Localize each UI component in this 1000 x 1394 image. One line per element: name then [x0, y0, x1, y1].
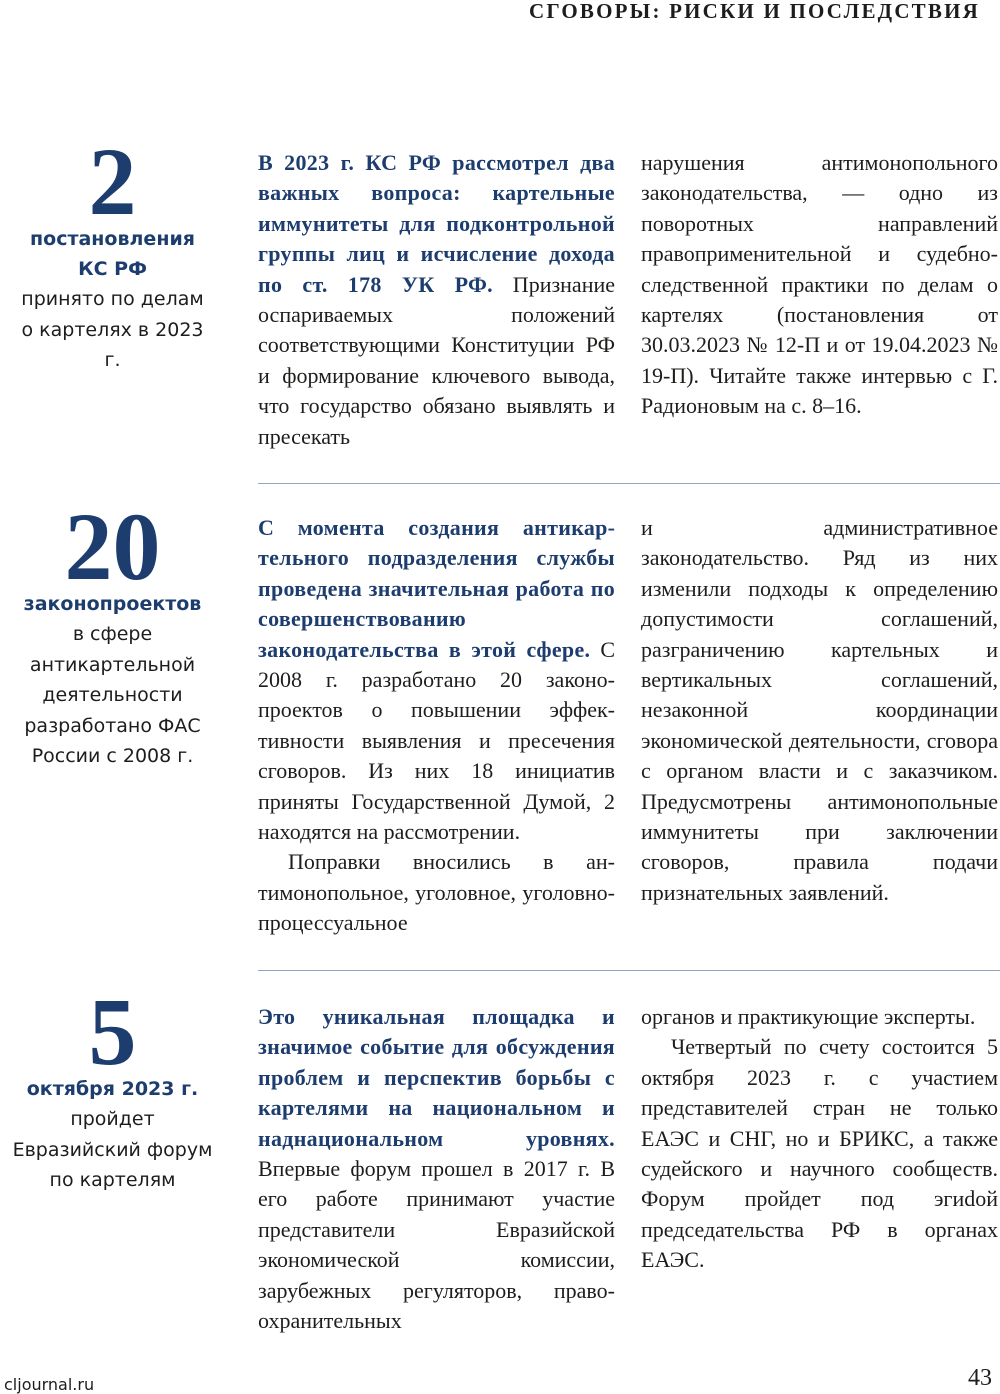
- stat-block: [0, 978, 225, 1196]
- stat-description: в сфере антикартельной деятельности разработано ФАС России с 2008 г.: [24, 623, 201, 767]
- text-column-left: [258, 1002, 615, 1336]
- stat-description: принято по делам о картелях в 2023 г.: [21, 288, 204, 371]
- page-header-title: СГОВОРЫ: РИСКИ И ПОСЛЕДСТВИЯ: [528, 0, 980, 23]
- stat-number: 20: [64, 493, 161, 600]
- body-text: Признание оспариваемых положений соответствующими Конституции РФ и формирование ключевого вывода, что государство обязано выявлять и пресекать: [258, 271, 616, 449]
- stat-description: пройдет Евразийский форум по картелям: [12, 1108, 213, 1191]
- text-column-left: [258, 513, 615, 939]
- stat-label: октября 2023 г.: [26, 1078, 199, 1100]
- stat-label: постановления КС РФ: [30, 228, 195, 280]
- lead-text: С момента создания антикартельного подразделения службы проведена значительная работа по совершенствованию законодательства в этой сфере.: [258, 515, 615, 662]
- text-column-left: [258, 148, 615, 452]
- stat-block: [0, 128, 225, 376]
- page-number: 43: [968, 1365, 992, 1391]
- text-column-right: [641, 148, 998, 422]
- lead-text: Это уникальная площадка и значимое событие для обсуждения проблем и перспектив борьбы с картелями на национальном и наднациональном уровнях.: [258, 1004, 615, 1151]
- text-column-right: [641, 1002, 998, 1276]
- stat-number: 2: [88, 128, 137, 235]
- body-text: нарушения антимонопольного законодательства, — одно из поворотных направлений правоприменительной и судебно-следственной практики по делам о картелях (постановления от 30.03.2023 № 12-П и от 19.04.2023 № 19-П). Читайте также интервью с Г. Радионовым на с. 8–16.: [641, 150, 998, 419]
- stat-number: 5: [88, 978, 137, 1085]
- stat-label: законопроектов: [23, 593, 202, 615]
- stat-block: [0, 493, 225, 772]
- body-text: Впервые форум прошел в 2017 г. В его работе принимают участие представители Евразийской экономической комиссии, зарубежных регуляторов, правоохранительных: [258, 1156, 615, 1334]
- section-divider: [258, 483, 1000, 484]
- section-divider: [258, 970, 1000, 971]
- body-text: и административное законодательство. Ряд из них изменили подходы к определению допустимости соглашений, разграничению картельных и вертикальных соглашений, незаконной координации экономической деятельности, сговора с органом власти и с заказчиком. Предусмотрены антимонопольные иммунитеты при заключении сговоров, правила подачи признательных заявлений.: [641, 515, 998, 905]
- body-text: С 2008 г. разработано 20 законопроектов о повышении эффективности выявления и пресечения сговоров. Из них 18 инициатив приняты Государственной Думой, 2 находятся на рассмотрении.: [258, 636, 615, 845]
- body-paragraph: Поправки вносились в антимонопольное, уголовное, уголовно-процессуальное: [258, 849, 615, 936]
- lead-text: В 2023 г. КС РФ рассмотрел два важных вопроса: картельные иммунитеты для подконтрольной группы лиц и исчисление дохода по ст. 178 УК РФ.: [258, 150, 615, 297]
- body-text: органов и практикующие эксперты.: [641, 1004, 976, 1029]
- text-column-right: [641, 513, 998, 908]
- footer-site-link[interactable]: cljournal.ru: [4, 1375, 95, 1394]
- body-paragraph: Четвертый по счету состоится 5 октября 2023 г. с участием представителей стран не только ЕАЭС и СНГ, но и БРИКС, а также судейского и научного сообществ. Форум пройдет под эгиdой председательства РФ в органах ЕАЭС.: [641, 1034, 998, 1273]
